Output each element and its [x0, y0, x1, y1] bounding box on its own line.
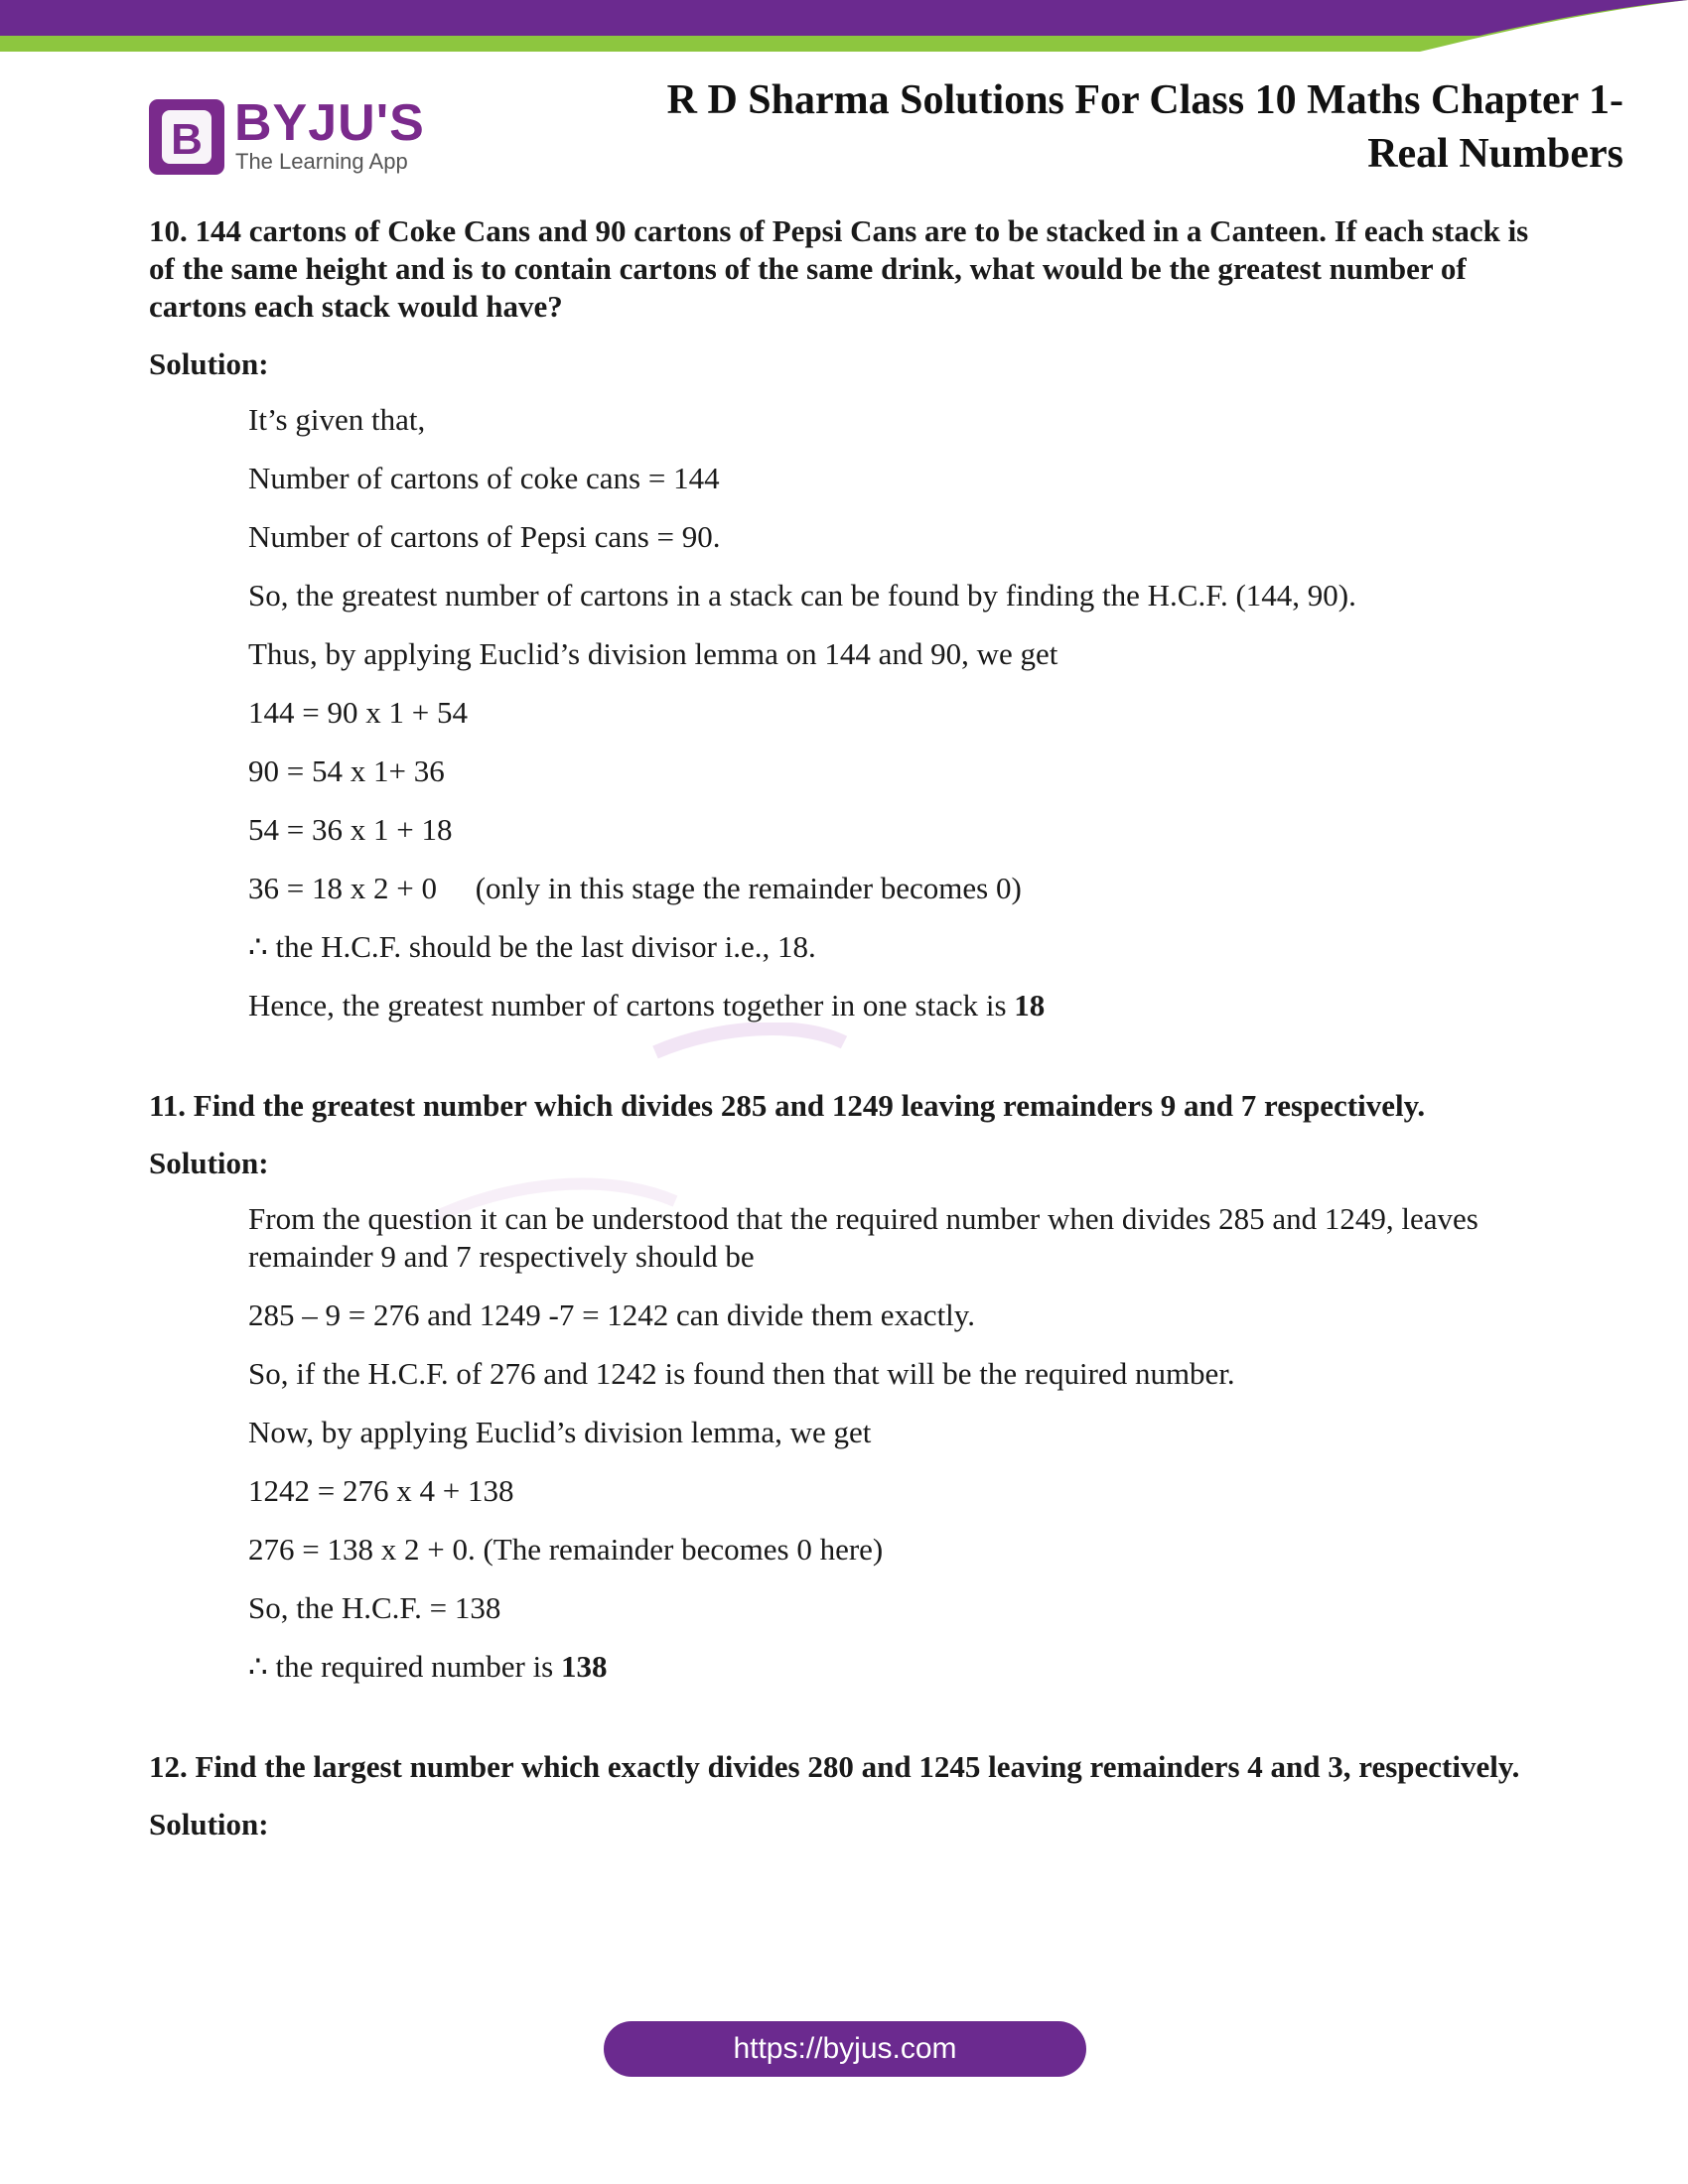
- page-title: [571, 73, 1623, 181]
- solution-step: Thus, by applying Euclid’s division lemma on 144 and 90, we get: [248, 636, 1058, 671]
- page-title-line-1: R D Sharma Solutions For Class 10 Maths Chapter 1-: [666, 77, 1623, 123]
- solution-step: So, the H.C.F. = 138: [248, 1590, 501, 1625]
- final-answer-line: [248, 987, 1539, 1024]
- solution-step: 285 – 9 = 276 and 1249 -7 = 1242 can divide them exactly.: [248, 1297, 976, 1332]
- solution-label: Solution:: [149, 346, 269, 381]
- question-10: [149, 212, 1539, 1024]
- question-text: 10. 144 cartons of Coke Cans and 90 cartons of Pepsi Cans are to be stacked in a Canteen. If each stack is of the same height and is to contain cartons of the same drink, what would be the greatest number of cartons each stack would have?: [149, 213, 1529, 324]
- solution-step: ∴ the H.C.F. should be the last divisor i.e., 18.: [248, 929, 816, 964]
- final-answer-text: Hence, the greatest number of cartons together in one stack is: [248, 988, 1015, 1023]
- question-text: 11. Find the greatest number which divides 285 and 1249 leaving remainders 9 and 7 respectively.: [149, 1088, 1426, 1123]
- solutions-content: [149, 212, 1539, 1861]
- brand-tagline: The Learning App: [235, 149, 408, 174]
- final-answer-value: 138: [561, 1649, 608, 1684]
- footer-url-text: https://byjus.com: [733, 2032, 957, 2065]
- question-12: [149, 1748, 1539, 1843]
- solution-step: From the question it can be understood that the required number when divides 285 and 1249, leaves remainder 9 and 7 respectively should be: [248, 1201, 1486, 1274]
- solution-step: 90 = 54 x 1+ 36: [248, 753, 445, 788]
- solution-step: Now, by applying Euclid’s division lemma, we get: [248, 1415, 872, 1449]
- header-band: [0, 0, 1688, 60]
- solution-step: So, if the H.C.F. of 276 and 1242 is found then that will be the required number.: [248, 1356, 1235, 1391]
- solution-step: 144 = 90 x 1 + 54: [248, 695, 468, 730]
- solution-step: 1242 = 276 x 4 + 138: [248, 1473, 514, 1508]
- solution-label: Solution:: [149, 1146, 269, 1180]
- solution-step: Number of cartons of coke cans = 144: [248, 461, 720, 495]
- final-answer-line: [248, 1648, 1539, 1686]
- brand-name: BYJU'S: [234, 94, 425, 152]
- solution-step: Number of cartons of Pepsi cans = 90.: [248, 519, 721, 554]
- byjus-logo: [149, 94, 437, 179]
- solution-step: 36 = 18 x 2 + 0 (only in this stage the remainder becomes 0): [248, 871, 1022, 905]
- solution-step: 54 = 36 x 1 + 18: [248, 812, 453, 847]
- solution-label: Solution:: [149, 1807, 269, 1842]
- final-answer-text: ∴ the required number is: [248, 1649, 561, 1684]
- footer-url-link[interactable]: [604, 2021, 1086, 2077]
- section-spacer: [149, 1045, 1539, 1087]
- solution-step: It’s given that,: [248, 402, 426, 437]
- question-11: [149, 1087, 1539, 1686]
- final-answer-value: 18: [1014, 988, 1046, 1023]
- byjus-logo-icon: [149, 99, 224, 175]
- section-spacer: [149, 1706, 1539, 1748]
- solution-step: So, the greatest number of cartons in a stack can be found by finding the H.C.F. (144, 90).: [248, 578, 1356, 613]
- page-title-line-2: Real Numbers: [1367, 131, 1623, 177]
- svg-text:B: B: [171, 115, 203, 164]
- question-text: 12. Find the largest number which exactly divides 280 and 1245 leaving remainders 4 and 3, respectively.: [149, 1749, 1520, 1784]
- solution-step: 276 = 138 x 2 + 0. (The remainder becomes 0 here): [248, 1532, 884, 1567]
